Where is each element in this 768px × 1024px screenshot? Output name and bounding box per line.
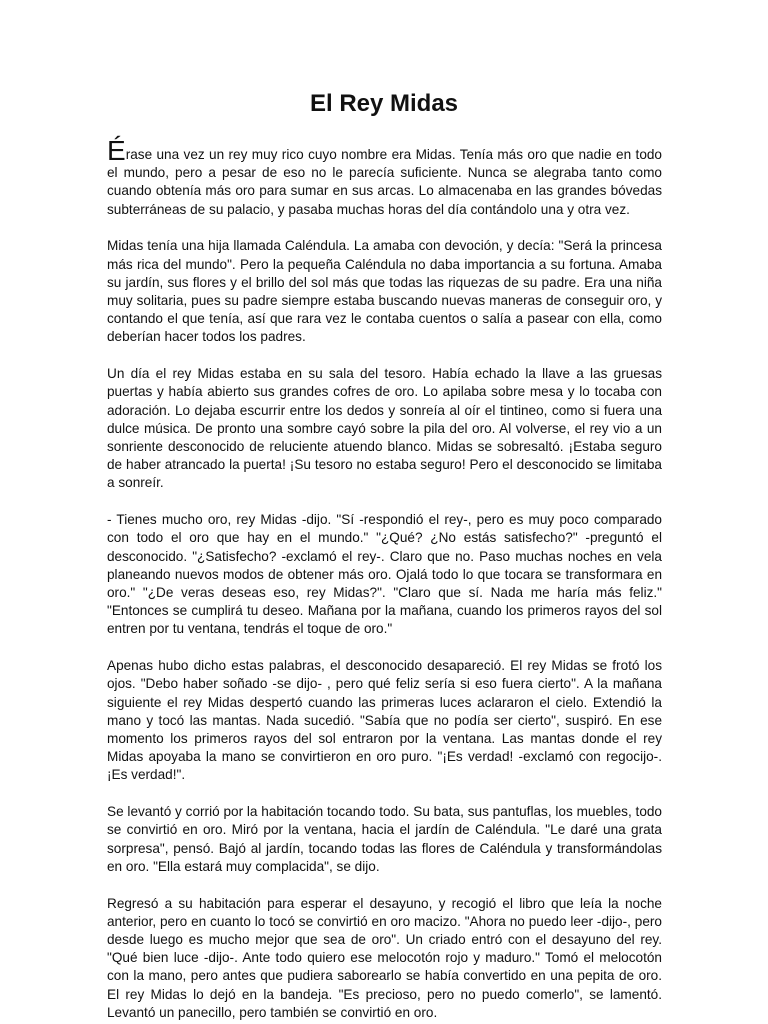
paragraph-5: Apenas hubo dicho estas palabras, el desconocido desapareció. El rey Midas se frotó los ojos. "Debo haber soñado -se dijo- , pero qué feliz sería si eso fuera cierto". A la mañana siguiente el rey Midas despertó cuando las primeras luces aclararon el cielo. Extendió la mano y tocó las mantas. Nada sucedió. "Sabía que no podía ser cierto", suspiró. En ese momento los primeros rayos del sol entraron por la ventana. Las mantas donde el rey Midas apoyaba la mano se convirtieron en oro puro. "¡Es verdad! -exclamó con regocijo-. ¡Es verdad!". [107, 658, 662, 783]
document-body [107, 135, 662, 1024]
paragraph-4: - Tienes mucho oro, rey Midas -dijo. "Sí -respondió el rey-, pero es muy poco comparado con todo el oro que hay en el mundo." "¿Qué? ¿No estás satisfecho?" -preguntó el desconocido. "¿Satisfecho? -exclamó el rey-. Claro que no. Paso muchas noches en vela planeando nuevos modos de obtener más oro. Ojalá todo lo que tocara se transformara en oro." "¿De veras deseas eso, rey Midas?". "Claro que sí. Nada me haría más feliz." "Entonces se cumplirá tu deseo. Mañana por la mañana, cuando los primeros rayos del sol entren por tu ventana, tendrás el toque de oro." [107, 512, 662, 637]
document-title: El Rey Midas [309, 90, 459, 117]
paragraph-2: Midas tenía una hija llamada Caléndula. La amaba con devoción, y decía: "Será la princesa más rica del mundo". Pero la pequeña Caléndula no daba importancia a su fortuna. Amaba su jardín, sus flores y el brillo del sol más que todas las riquezas de su padre. Era una niña muy solitaria, pues su padre siempre estaba buscando nuevas maneras de conseguir oro, y contando el que tenía, así que rara vez le contaba cuentos o salía a pasear con ella, como deberían hacer todos los padres. [107, 238, 662, 345]
paragraph-7: Regresó a su habitación para esperar el desayuno, y recogió el libro que leía la noche anterior, pero en cuanto lo tocó se convirtió en oro macizo. "Ahora no puedo leer -dijo-, pero desde luego es mucho mejor que sea de oro". Un criado entró con el desayuno del rey. "Qué bien luce -dijo-. Ante todo quiero ese melocotón rojo y maduro." Tomó el melocotón con la mano, pero antes que pudiera saborearlo se había convertido en una pepita de oro. El rey Midas lo dejó en la bandeja. "Es precioso, pero no puedo comerlo", se lamentó. Levantó un panecillo, pero también se convirtió en oro. [107, 895, 662, 1020]
paragraph-6: Se levantó y corrió por la habitación tocando todo. Su bata, sus pantuflas, los muebles, todo se convirtió en oro. Miró por la ventana, hacia el jardín de Caléndula. "Le daré una grata sorpresa", pensó. Bajó al jardín, tocando todas las flores de Caléndula y transformándolas en oro. "Ella estará muy complacida", se dijo. [107, 804, 662, 874]
paragraph-3: Un día el rey Midas estaba en su sala del tesoro. Había echado la llave a las gruesas puertas y había abierto sus grandes cofres de oro. Lo apilaba sobre mesa y lo tocaba con adoración. Lo dejaba escurrir entre los dedos y sonreía al oír el tintineo, como si fuera una dulce música. De pronto una sombre cayó sobre la pila del oro. Al volverse, el rey vio a un sonriente desconocido de reluciente atuendo blanco. Midas se sobresaltó. ¡Estaba seguro de haber atrancado la puerta! ¡Su tesoro no estaba seguro! Pero el desconocido se limitaba a sonreír. [107, 366, 662, 491]
paragraph-1 [107, 135, 662, 219]
paragraph-1-text: rase una vez un rey muy rico cuyo nombre era Midas. Tenía más oro que nadie en todo el mundo, pero a pesar de eso no le parecía suficiente. Nunca se alegraba tanto como cuando obtenía más oro para sumar en sus arcas. Lo almacenaba en las grandes bóvedas subterráneas de su palacio, y pasaba muchas horas del día contándolo una y otra vez. [107, 147, 662, 217]
drop-cap-initial: É [107, 135, 126, 166]
